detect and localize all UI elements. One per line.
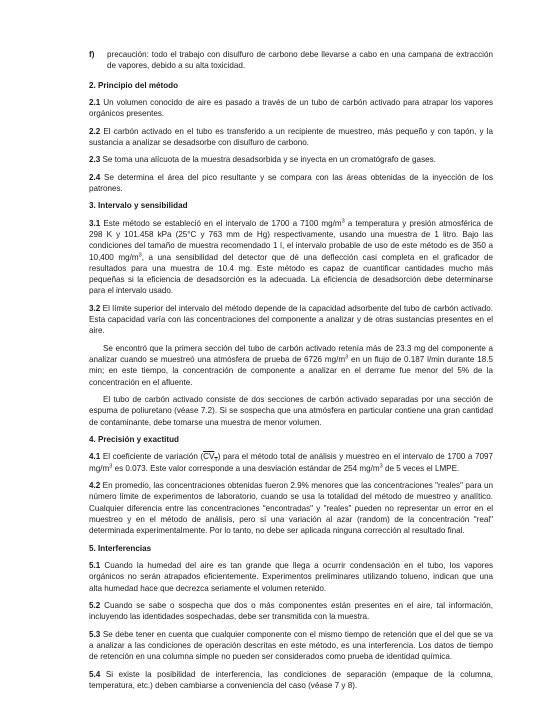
text: Se toma una alícuota de la muestra desadsorbida y se inyecta en un cromatógrafo de gases. [100,155,436,165]
text: es 0.073. Este valor corresponde a una desviación estándar de 254 mg/m [112,463,380,473]
num: 3.2 [89,303,101,313]
text: en un flujo de 0.187 l/min durante 18.5 min; en este tiempo, la concentración de componente a analizar en el derrame fue menor del 5% de la concentración en el afluente. [89,355,493,387]
paragraph-5-4 [89,669,493,692]
text: Se encontró que la primera sección del tubo de carbón activado retenía más de 23.3 mg del componente a analizar cuando se muestreó una atmósfera de prueba de 6726 mg/m [89,343,493,365]
num: 2.1 [89,97,101,107]
text: Un volumen conocido de aire es pasado a través de un tubo de carbón activado para atrapar los vapores orgánicos presentes. [89,97,493,119]
text: ) para el método total de análisis y muestreo en el intervalo de 1700 a 7097 mg/m [89,452,493,473]
item-text: precaución: todo el trabajo con disulfuro de carbono debe llevarse a cabo en una campana de extracción de vapores, debido a su alta toxicidad. [107,50,493,71]
paragraph-3-4 [89,394,493,428]
num: 2.4 [89,172,101,182]
text: Si existe la posibilidad de interferencia, las condiciones de separación (empaque de la columna, temperatura, etc.) deben cambiarse a conveniencia del caso (véase 7 y 8). [89,669,493,690]
paragraph-3-3 [89,343,493,388]
paragraph-2-1 [89,97,493,120]
text: El tubo de carbón activado consiste de dos secciones de carbón activado separadas por una sección de espuma de poliuretano (véase 7.2). Si se sospecha que una atmósfera en particular contiene una gran cantidad de contaminante, debe tomarse una muestra de menor volumen. [89,395,493,427]
superscript: 3 [345,354,349,361]
text: , a una sensibilidad del detector que dé una deflección casi completa en el graficador de resultados para una muestra de 10.4 mg. Este método es capaz de cuantificar cantidades mucho más pequeñas si la eficiencia de desadsorción es la adecuada. La eficiencia de desadsorción debe determinarse para el intervalo usado. [89,252,493,296]
text: Cuando la humedad del aire es tan grande que llega a ocurrir condensación en el tubo, los vapores orgánicos no serán atrapados eficientemente. Experimentos preliminares utilizando tolueno, indican que una alta humedad hace que decrezca seriamente el volumen retenido. [89,560,493,593]
cv-symbol [203,452,218,464]
superscript: 3 [341,217,345,224]
superscript: 3 [138,251,142,258]
paragraph-5-3 [89,629,493,663]
num: 4.1 [89,452,101,462]
num: 5.3 [89,629,101,639]
paragraph-4-2 [89,480,493,536]
num: 5.4 [89,669,101,679]
paragraph-4-1 [89,451,493,474]
heading-precision: 4. Precisión y exactitud [89,435,179,445]
num: 5.2 [89,600,101,610]
text: Se determina el área del pico resultante y se compara con las áreas obtenidas de la inyección de los patrones. [89,172,493,193]
text: En promedio, las concentraciones obtenidas fueron 2.9% menores que las concentraciones "reales" para un número límite de experimentos de laboratorio, cuando se usa la totalidad del método de muestreo y analítico. Cualquier diferencia entre las concentraciones "encontradas" y "reales" pueden no representar un error en el muestreo y en el método de análisis, pero sí una variación al azar (random) de la concentración "real" determinada experimentalmente. Por lo tanto, no debe ser aplicada ninguna corrección al resultado final. [89,481,493,536]
paragraph-2-4 [89,172,493,195]
num: 3.1 [89,218,101,228]
text: de 5 veces el LMPE. [382,463,460,473]
item-label: f) [89,50,95,59]
text: El carbón activado en el tubo es transferido a un recipiente de muestreo, más pequeño y con tapón, y la sustancia a analizar se desadsorbe con disulfuro de carbono. [89,126,493,147]
cv-text: CV [203,452,215,462]
num: 4.2 [89,481,101,491]
paragraph-5-1 [89,560,493,594]
num: 5.1 [89,560,101,570]
heading-intervalo: 3. Intervalo y sensibilidad [89,201,188,211]
paragraph-2-3 [89,154,493,165]
subscript: T [214,457,218,464]
num: 2.2 [89,126,101,136]
num: 2.3 [89,155,101,165]
text: Este método se estableció en el intervalo de 1700 a 7100 mg/m [100,218,342,228]
paragraph-5-2 [89,600,493,623]
paragraph-3-1 [89,218,493,297]
superscript: 3 [109,462,113,469]
heading-interferencias: 5. Interferencias [89,543,152,553]
text: El límite superior del intervalo del método depende de la capacidad adsorbente del tubo de carbón activado. Esta capacidad varía con las concentraciones del componente a analizar y de otras sustancias presentes en el aire. [89,303,493,336]
text: Cuando se sabe o sospecha que dos o más componentes están presentes en el aire, tal información, incluyendo las identidades sospechadas, debe ser transmitida con la muestra. [89,600,493,622]
item-f [89,49,493,72]
superscript: 3 [379,462,383,469]
text: El coeficiente de variación ( [100,452,204,462]
paragraph-2-2 [89,126,493,149]
text: a temperatura y presión atmosférica de 298 K y 101.458 kPa (25°C y 763 mm de Hg) respectivamente, usando una muestra de 1 litro. Bajo las condiciones del tamaño de muestra recomendado 1 l, el intervalo probable de uso de este método es de 350 a 10,400 mg/m [89,218,493,262]
heading-principio: 2. Principio del método [89,80,179,90]
text: Se debe tener en cuenta que cualquier componente con el mismo tiempo de retención que el del que se va a analizar a las condiciones de operación descritas en este método, es una interferencia. Los datos de tiempo de retención en una columna simple no pueden ser considerados como prueba de identidad química. [89,629,493,662]
paragraph-3-2 [89,303,493,337]
